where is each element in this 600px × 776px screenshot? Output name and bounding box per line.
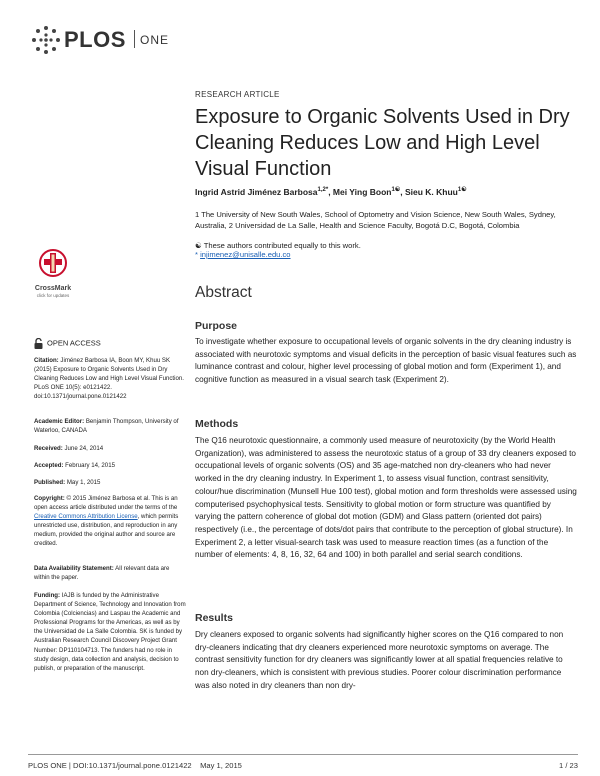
author-name: Sieu K. Khuu [404, 186, 458, 197]
received-label: Received: [34, 445, 63, 452]
email-link[interactable]: injimenez@unisalle.edu.co [200, 250, 291, 259]
abstract-heading: Abstract [195, 284, 252, 301]
plos-dots-icon [30, 24, 62, 56]
copyright-text-end: , which permits unrestricted use, distribution, and reproduction in any medium, provided the original author and source are credited. [34, 513, 179, 548]
editor-label: Academic Editor: [34, 418, 85, 425]
crossmark-label: CrossMark [34, 285, 72, 292]
citation-block [34, 356, 186, 401]
author-name: Ingrid Astrid Jiménez Barbosa [195, 186, 318, 197]
author-affil-sup: 1,2 [317, 187, 326, 193]
author-list: Ingrid Astrid Jiménez Barbosa$^{1,2*}$, Mei Ying Boon$^{1☯}$, Sieu K. Khuu$^{1☯}$ [195, 186, 467, 197]
article-title: Exposure to Organic Solvents Used in Dry Cleaning Reduces Low and High Level Visual Function [195, 106, 570, 180]
methods-text: The Q16 neurotoxic questionnaire, a commonly used measure of neurotoxicity (by the World Health Organization), was administered to assess the neurotoxic status of a group of 33 dry cleaners exposed to occupational levels of organic solvents (OS) and 35 age-matched non dry-cleaners who had never worked in the dry cleaning industry. In Experiment 1, to assess visual function, contrast sensitivity, colour/hue discrimination (Munsell Hue 100 test), global motion and form thresholds were assessed using computerised psychophysical tests. Sensitivity to global motion or form structure was quantified by varying the pattern coherence of global dot motion (GDM) and Glass pattern (oriented dot pairs) respectively (i.e., the percentage of dots/dot pairs that contribute to the perception of global structure). In Experiment 2, a letter visual-search task was used to measure reaction times (as a function of the number of elements: 4, 8, 16, 32, 64 and 100) in both parallel and serial search conditions. [195, 436, 577, 560]
methods-heading: Methods [195, 418, 239, 430]
results-heading: Results [195, 612, 233, 624]
plos-one-logo [30, 24, 190, 56]
corresponding-email [195, 250, 291, 259]
accepted-date: February 14, 2015 [65, 462, 115, 469]
results-text: Dry cleaners exposed to organic solvents had significantly higher scores on the Q16 compared to non dry-cleaners indicating that dry cleaners experienced more neurotoxic symptoms on average. The contrast sensitivity function for dry cleaners was significantly lower at all spatial frequencies relative to non dry-cleaners, which is consistent with previous studies. Poorer colour discrimination performance was also noted in dry cleaners than non dry- [195, 630, 564, 690]
published-label: Published: [34, 479, 66, 486]
brand-sub: ONE [140, 33, 170, 47]
equal-contribution-note: ☯ These authors contributed equally to this work. [195, 241, 361, 250]
published-date: May 1, 2015 [66, 479, 101, 486]
author-mark: ☯ [394, 187, 401, 193]
email-star: * [195, 250, 201, 259]
funding-text: IAJB is funded by the Administrative Department of Science, Technology and Innovation from Colombia (Colciencias) and Laspau the Academic and Professional Programs for the Americas, as well as by the Universidad de La Salle Colombia. SK is funded by Australian Research Council Discovery Project Grant Number: DP110104713. The funders had no role in study design, data collection and analysis, decision to publish, or preparation of the manuscript. [34, 592, 186, 672]
data-availability-text: All relevant data are within the paper. [34, 565, 170, 582]
editor-block [34, 417, 186, 435]
crossmark-badge[interactable] [34, 248, 72, 298]
footer-divider [28, 754, 578, 755]
open-access [34, 338, 101, 349]
copyright-text: © 2015 Jiménez Barbosa et al. This is an open access article distributed under the terms of the [34, 495, 178, 512]
open-lock-icon [34, 338, 43, 349]
citation-text: Jiménez Barbosa IA, Boon MY, Khuu SK (2015) Exposure to Organic Solvents Used in Dry Cleaning Reduces Low and High Level Visual Function. PLoS ONE 10(5): e0121422. doi:10.1371/journal.pone.0121422 [34, 357, 184, 401]
author-name: Mei Ying Boon [332, 186, 392, 197]
author-affil-sup: 1 [391, 187, 395, 193]
accepted-block [34, 461, 186, 470]
affiliations: 1 The University of New South Wales, School of Optometry and Vision Science, New South Wales, Sydney, Australia, 2 Universidad de La Salle, Health and Science Faculty, Bogotá D.C, Bogotá, Colombia [195, 210, 556, 230]
funding-block [34, 591, 186, 673]
accepted-label: Accepted: [34, 462, 64, 469]
data-availability-block [34, 564, 186, 582]
logo-divider [134, 30, 135, 48]
funding-label: Funding: [34, 592, 61, 599]
citation-label: Citation: [34, 357, 59, 364]
author-mark: * [325, 187, 329, 193]
brand-name: PLOS [64, 27, 126, 52]
author-affil-sup: 1 [457, 187, 462, 193]
copyright-block [34, 494, 186, 549]
received-block [34, 444, 186, 453]
editor-text: Benjamin Thompson, University of Waterloo, CANADA [34, 418, 179, 435]
crossmark-icon [34, 248, 72, 280]
article-type: RESEARCH ARTICLE [195, 90, 280, 99]
received-date: June 24, 2014 [64, 445, 104, 452]
purpose-text: To investigate whether exposure to occupational levels of organic solvents in the dry cleaning industry is associated with neurotoxic symptoms and visual deficits in the perception of basic visual features such as luminance contrast and colour, higher level processing of global motion and form (Experiment 1), and cognitive function as measured in a visual search task (Experiment 2). [195, 337, 577, 385]
published-block [34, 478, 186, 487]
license-link[interactable]: Creative Commons Attribution License [34, 513, 138, 521]
author-mark: ☯ [461, 187, 467, 193]
footer-citation: PLOS ONE | DOI:10.1371/journal.pone.0121422 May 1, 2015 [28, 761, 242, 770]
data-availability-label: Data Availability Statement: [34, 565, 114, 572]
open-access-label: OPEN ACCESS [47, 338, 101, 348]
copyright-label: Copyright: [34, 495, 65, 502]
purpose-heading: Purpose [195, 320, 238, 332]
crossmark-sub: click for updates [36, 293, 70, 298]
page-number: 1 / 23 [559, 761, 578, 770]
